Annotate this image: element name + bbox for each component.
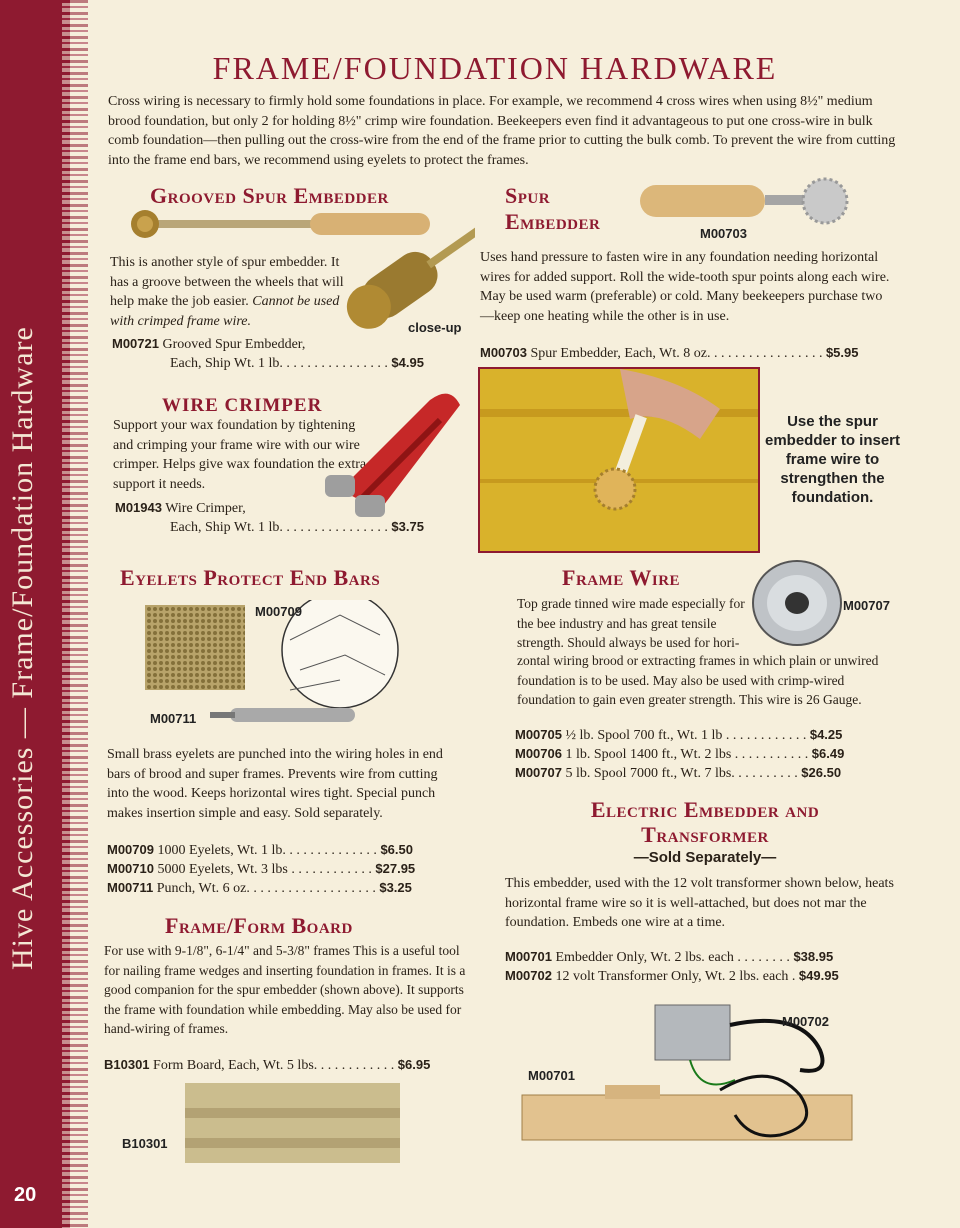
framewire-text-1: ½ lb. Spool 700 ft., Wt. 1 lb . . . . . . . . . . . . (565, 728, 807, 743)
spur-usage-photo (478, 367, 760, 553)
crimper-description: Support your wax foundation by tightening and crimping your frame wire with our wire crimper. Helps give wax foundation the extra support it needs. (113, 418, 367, 492)
sidebar-torn-edge (62, 0, 88, 1228)
wire-crimper-image (320, 380, 470, 530)
grooved-description (110, 253, 350, 331)
crimper-item-weight: Each, Ship Wt. 1 lb. . . . . . . . . . . . . . . . (170, 520, 388, 535)
formboard-text: Form Board, Each, Wt. 5 lbs. . . . . . . . . . . . (153, 1058, 395, 1073)
grooved-sku: M00721 (112, 336, 159, 351)
grooved-price: $4.95 (391, 355, 424, 370)
eyelets-text-3: Punch, Wt. 6 oz. . . . . . . . . . . . . . . . . . . (156, 881, 376, 896)
eyelets-price-3: $3.25 (379, 880, 412, 895)
grooved-order-line-2 (170, 353, 424, 373)
framewire-sku-3: M00707 (515, 765, 562, 780)
formboard-sku: B10301 (104, 1057, 150, 1072)
crimper-order-line-2 (170, 517, 424, 537)
spur-heading-line1: Spur (505, 183, 551, 208)
electric-subheading: —Sold Separately— (633, 849, 777, 866)
grooved-order-line (112, 334, 305, 354)
grooved-closeup-label: close-up (408, 320, 462, 335)
spur-text: Spur Embedder, Each, Wt. 8 oz. . . . . . . . . . . . . . . . . (530, 346, 823, 361)
eyelets-text-2: 5000 Eyelets, Wt. 3 lbs . . . . . . . . . . . . (157, 862, 372, 877)
page-number: 20 (14, 1184, 37, 1206)
spur-heading-line2: Embedder (505, 209, 601, 234)
eyelets-text-1: 1000 Eyelets, Wt. 1 lb. . . . . . . . . . . . . . (157, 843, 377, 858)
eyelets-price-1: $6.50 (380, 842, 413, 857)
spur-price: $5.95 (825, 345, 859, 360)
grooved-item-weight: Each, Ship Wt. 1 lb. . . . . . . . . . . . . . . . (170, 356, 388, 371)
form-board-image (180, 1078, 405, 1168)
framewire-order-3 (515, 763, 841, 783)
framewire-order-1 (515, 725, 842, 745)
spur-description: Uses hand pressure to fasten wire in any foundation needing horizontal wires for added support. Roll the wide-tooth spur points along each wire. May be used warm (preferable) or cold. Many beekeepers purchase two—keep one heating while the other is in use. (480, 250, 890, 324)
formboard-description: For use with 9-1/8", 6-1/4" and 5-3/8" frames This is a useful tool for nailing frame wedges and inserting foundation in frames. It is a good companion for the spur embedder (shown above). It supports the frame with foundation while embedding. May also be used for hand-wiring of frames. (104, 943, 466, 1036)
framewire-sku-1: M00705 (515, 727, 562, 742)
crimper-heading (162, 395, 322, 417)
framewire-text-3: 5 lb. Spool 7000 ft., Wt. 7 lbs. . . . . . . . . . (565, 766, 798, 781)
framewire-heading: Frame Wire (562, 565, 681, 590)
grooved-heading: Grooved Spur Embedder (150, 183, 389, 208)
electric-heading-line2: Transformer (641, 822, 769, 847)
spur-sku: M00703 (480, 345, 527, 360)
framewire-sku-2: M00706 (515, 746, 562, 761)
electric-text-1: Embedder Only, Wt. 2 lbs. each . . . . . . . . (555, 950, 790, 965)
grooved-desc-italic: Cannot be used with crimped frame wire. (110, 294, 340, 329)
eyelets-sku-2: M00710 (107, 861, 154, 876)
framewire-image-label: M00707 (843, 598, 890, 613)
formboard-price: $6.95 (397, 1057, 431, 1072)
electric-order-1 (505, 947, 833, 967)
electric-heading-line1: Electric Embedder and (590, 797, 820, 822)
sidebar-title: Hive Accessories — Frame/Foundation Hardware (6, 326, 39, 970)
electric-sku-1: M00701 (505, 949, 552, 964)
electric-text-2: 12 volt Transformer Only, Wt. 2 lbs. each . (555, 969, 796, 984)
crimper-heading-text: WIRE CRIMPER (162, 395, 323, 416)
framewire-price-1: $4.25 (809, 727, 843, 742)
eyelets-heading: Eyelets Protect End Bars (120, 565, 381, 590)
spur-callout: Use the spur embedder to insert frame wire to strengthen the foundation. (764, 413, 901, 506)
crimper-item-name: Wire Crimper, (165, 501, 246, 516)
electric-price-1: $38.95 (793, 949, 834, 964)
frame-wire-spool-image (750, 558, 845, 648)
spur-order-line (480, 343, 859, 363)
framewire-text-2: 1 lb. Spool 1400 ft., Wt. 2 lbs . . . . . . . . . . . (565, 747, 809, 762)
eyelets-sku-1: M00709 (107, 842, 154, 857)
eyelets-description: Small brass eyelets are punched into the wiring holes in end bars of brood and super frames. Prevents wire from cutting into the wood. Keeps horizontal wires tight. Special punch makes insertion simple and easy. Sold separately. (107, 747, 443, 821)
formboard-order-line (104, 1055, 430, 1075)
eyelets-sku-3: M00711 (107, 880, 154, 895)
formboard-image-label: B10301 (122, 1136, 168, 1151)
spur-heading (505, 183, 600, 235)
electric-heading (505, 797, 905, 847)
crimper-sku: M01943 (115, 500, 162, 515)
framewire-price-3: $26.50 (801, 765, 842, 780)
grooved-item-name: Grooved Spur Embedder, (162, 337, 306, 352)
framewire-order-2 (515, 744, 844, 764)
grooved-desc-text: This is another style of spur embedder. It has a groove between the wheels that will help make the job easier. (110, 255, 344, 309)
eyelets-order-1 (107, 840, 413, 860)
eyelets-order-3 (107, 878, 412, 898)
framewire-description-short: Top grade tinned wire made especially for the bee industry and has great tensile strength. Should always be used for hori- (517, 596, 745, 650)
intro-paragraph: Cross wiring is necessary to firmly hold some foundations in place. For example, we recommend 4 cross wires when using 8½" medium brood foundation, but only 2 for holding 8½" crimp wire foundation. Beekeepers even find it advantageous to put one cross-wire in bulk comb foundation—then pulling out the cross-wire from the end of the frame prior to cutting the bulk comb. To prevent the wire from cutting into the frame end bars, we recommend using eyelets to protect the frames. (108, 94, 896, 168)
electric-order-2 (505, 966, 839, 986)
electric-sku-2: M00702 (505, 968, 552, 983)
electric-description: This embedder, used with the 12 volt transformer shown below, heats horizontal frame wire so it is well-attached, but does not mar the foundation. Embeds one wire at a time. (505, 876, 894, 930)
electric-price-2: $49.95 (798, 968, 839, 983)
eyelets-order-2 (107, 859, 415, 879)
spur-embedder-image (635, 165, 865, 235)
embedder-image-label: M00701 (528, 1068, 575, 1083)
framewire-price-2: $6.49 (811, 746, 845, 761)
transformer-image-label: M00702 (782, 1014, 829, 1029)
eyelets-punch-label: M00711 (150, 711, 197, 726)
crimper-order-line (115, 498, 246, 518)
framewire-description-long: zontal wiring brood or extracting frames in which plain or unwired foundation is to be used. May also be used with crimp-wired foundation to gain even greater strength. This wire is 26 Gauge. (517, 653, 879, 707)
crimper-price: $3.75 (391, 519, 424, 534)
eyelets-price-2: $27.95 (375, 861, 416, 876)
spur-image-label: M00703 (700, 226, 747, 241)
formboard-heading: Frame/Form Board (165, 913, 353, 938)
page-title: FRAME/FOUNDATION HARDWARE (212, 50, 778, 86)
eyelets-bag-label: M00709 (255, 604, 302, 619)
